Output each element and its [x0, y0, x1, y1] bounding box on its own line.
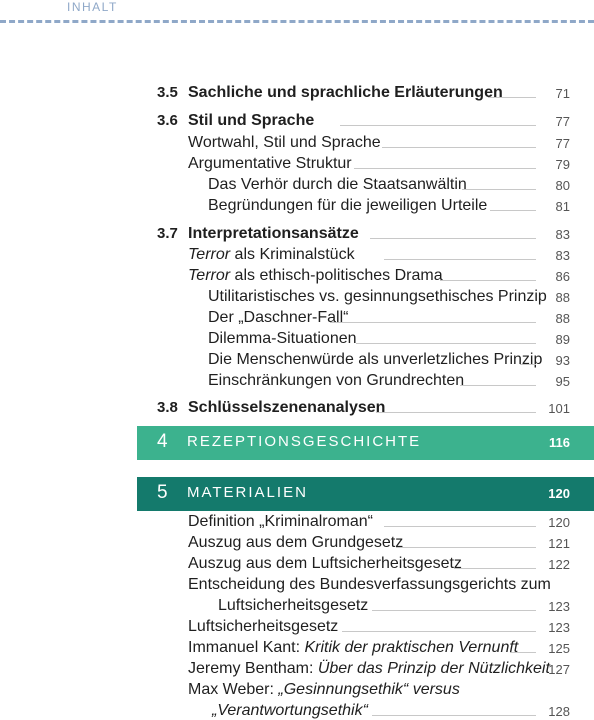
toc-page-number: 120: [548, 515, 570, 530]
toc-title-author: Jeremy Bentham:: [188, 660, 318, 677]
toc-page-number: 121: [548, 536, 570, 551]
toc-title: Einschränkungen von Grundrechten: [208, 372, 465, 389]
toc-page-number: 88: [555, 290, 570, 305]
dotted-leader: [330, 322, 536, 323]
dotted-leader: [340, 125, 536, 126]
toc-title-italic: „Verantwortungsethik“: [212, 702, 368, 719]
toc-title-italic: Über das Prinzip der Nützlichkeit: [317, 660, 550, 677]
dotted-leader: [376, 412, 536, 413]
toc-title: Die Menschenwürde als unverletzliches Prinzip: [208, 351, 543, 368]
dotted-leader: [356, 343, 536, 344]
toc-page-number: 125: [548, 641, 570, 656]
chapter-title: REZEPTIONSGESCHICHTE: [187, 433, 422, 450]
toc-number: 3.6: [157, 112, 178, 129]
dotted-leader: [384, 259, 536, 260]
dotted-leader: [372, 715, 536, 716]
toc-title: [188, 267, 443, 285]
toc-page-number: 83: [555, 248, 570, 263]
chapter-number: 4: [157, 431, 168, 452]
toc-title: Dilemma-Situationen: [208, 330, 357, 347]
toc-title-italic: Terror: [188, 246, 231, 263]
toc-title: [188, 681, 460, 699]
section-header-label: INHALT: [67, 0, 118, 14]
toc-page-number: 93: [555, 353, 570, 368]
toc-page-number: 81: [555, 199, 570, 214]
toc-title-author: Immanuel Kant:: [188, 639, 305, 656]
toc-title: Interpretationsansätze: [188, 225, 359, 242]
toc-page-number: 83: [555, 227, 570, 242]
toc-page-number: 79: [555, 157, 570, 172]
dotted-leader: [382, 147, 536, 148]
toc-title: [188, 639, 518, 657]
dotted-leader: [396, 547, 536, 548]
toc-title: [188, 660, 550, 678]
dotted-leader: [370, 238, 536, 239]
toc-number: 3.8: [157, 399, 178, 416]
chapter-page-number: 116: [549, 435, 570, 450]
dotted-leader: [354, 168, 536, 169]
toc-page-number: 86: [555, 269, 570, 284]
toc-title-rest: als ethisch-politisches Drama: [230, 267, 443, 284]
toc-title-continued: Luftsicherheitsgesetz: [218, 597, 369, 614]
toc-page-number: 80: [555, 178, 570, 193]
toc-title: Definition „Kriminalroman“: [188, 513, 373, 530]
toc-title: [188, 246, 355, 264]
toc-page-number: 71: [555, 86, 570, 101]
toc-title: Schlüsselszenenanalysen: [188, 399, 386, 416]
chapter-number: 5: [157, 482, 168, 503]
toc-page-number: 77: [555, 136, 570, 151]
toc-title: Utilitaristisches vs. gesinnungsethisches Prinzip: [208, 288, 547, 305]
toc-page-number: 89: [555, 332, 570, 347]
dotted-leader: [384, 526, 536, 527]
chapter-page-number: 120: [548, 486, 570, 501]
toc-title: Das Verhör durch die Staatsanwältin: [208, 176, 467, 193]
toc-page-number: 95: [555, 374, 570, 389]
chapter-band-5[interactable]: [137, 477, 594, 511]
toc-title: Entscheidung des Bundesverfassungsgerichts zum: [188, 576, 551, 593]
toc-page-number: 128: [548, 704, 570, 719]
toc-title: Luftsicherheitsgesetz: [188, 618, 339, 635]
toc-page-number: 88: [555, 311, 570, 326]
toc-title: Wortwahl, Stil und Sprache: [188, 134, 381, 151]
toc-page-number: 122: [548, 557, 570, 572]
toc-page-number: 77: [555, 114, 570, 129]
chapter-title: MATERIALIEN: [187, 484, 308, 501]
toc-title-author: Max Weber:: [188, 681, 279, 698]
toc-title: Argumentative Struktur: [188, 155, 352, 172]
toc-title-continued: [212, 702, 368, 720]
dotted-leader: [342, 631, 536, 632]
toc-title-italic: Kritik der praktischen Vernunft: [304, 639, 519, 656]
toc-page-number: 123: [548, 599, 570, 614]
toc-title-italic: Terror: [188, 267, 231, 284]
toc-page-number: 123: [548, 620, 570, 635]
toc-page-number: 127: [548, 662, 570, 677]
toc-page-number: 101: [548, 401, 570, 416]
toc-title-rest: als Kriminalstück: [230, 246, 355, 263]
toc-number: 3.7: [157, 225, 178, 242]
toc-number: 3.5: [157, 84, 178, 101]
toc-title: Stil und Sprache: [188, 112, 315, 129]
toc-title: Auszug aus dem Luftsicherheitsgesetz: [188, 555, 462, 572]
toc-title-italic: „Gesinnungsethik“ versus: [278, 681, 460, 698]
toc-title: Begründungen für die jeweiligen Urteile: [208, 197, 488, 214]
toc-title: Sachliche und sprachliche Erläuterungen: [188, 84, 503, 101]
chapter-band-4[interactable]: [137, 426, 594, 460]
toc-title: Auszug aus dem Grundgesetz: [188, 534, 404, 551]
dotted-leader: [372, 610, 536, 611]
toc-title: Der „Daschner-Fall“: [208, 309, 349, 326]
